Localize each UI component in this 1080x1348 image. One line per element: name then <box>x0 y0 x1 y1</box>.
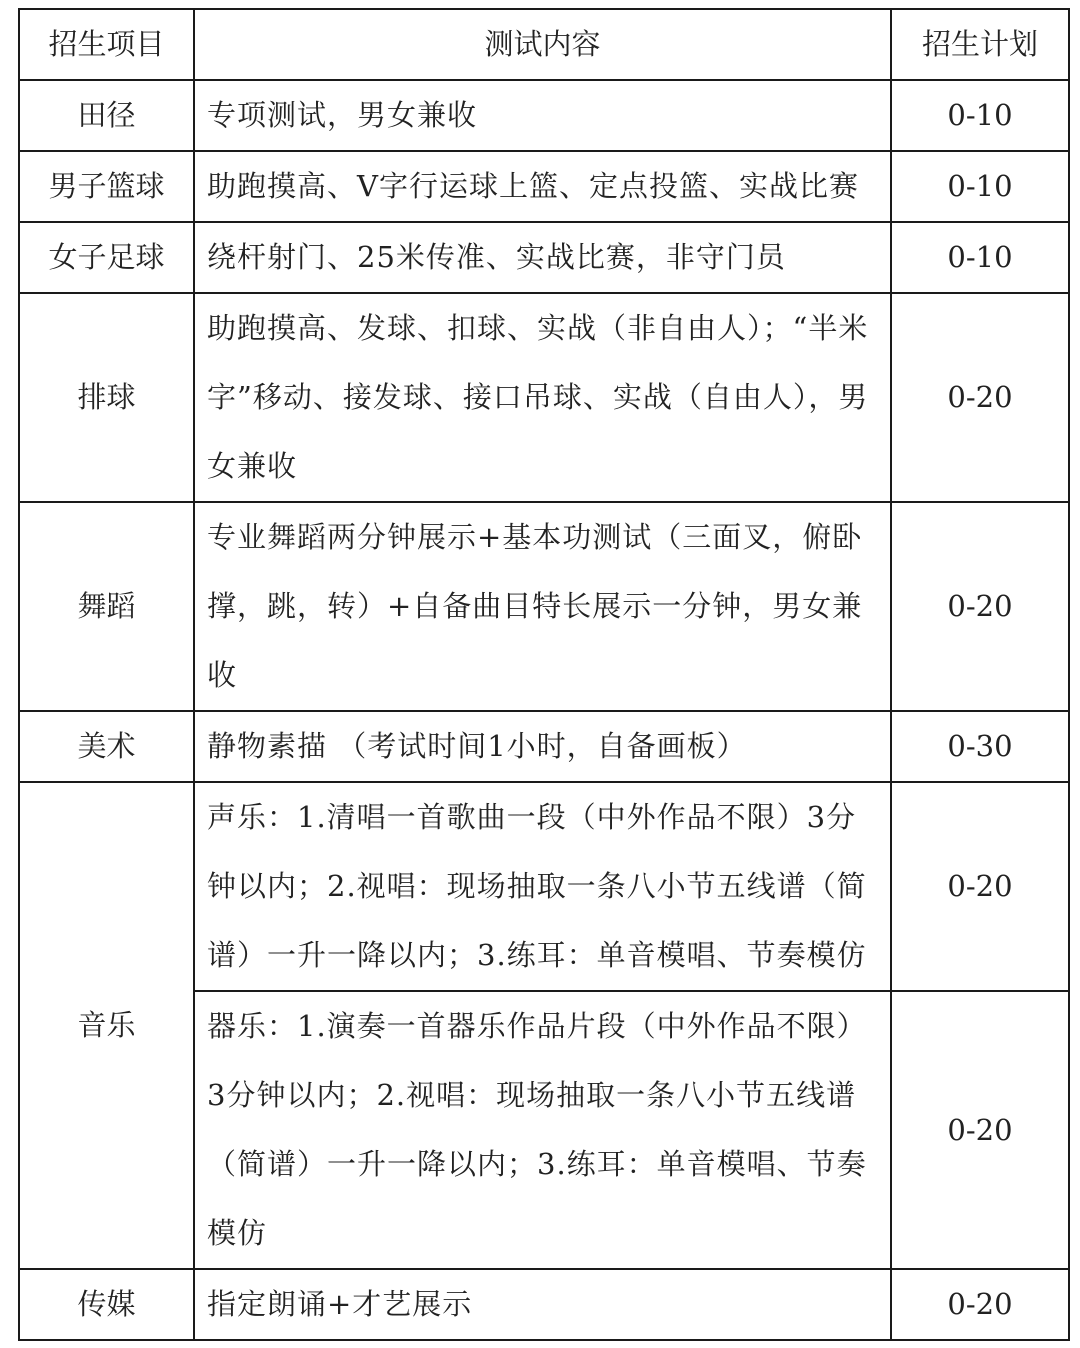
table-header-row <box>19 9 1069 80</box>
row-content: 绕杆射门、25米传准、实战比赛，非守门员 <box>194 222 891 293</box>
row-project: 男子篮球 <box>19 151 194 222</box>
header-plan: 招生计划 <box>891 9 1069 80</box>
row-content-vocal: 声乐：1.清唱一首歌曲一段（中外作品不限）3分钟以内；2.视唱：现场抽取一条八小节五线谱（简谱）一升一降以内；3.练耳：单音模唱、节奏模仿 <box>194 782 891 991</box>
table-row-music-vocal <box>19 782 1069 991</box>
admissions-table <box>18 8 1070 1341</box>
row-plan: 0-10 <box>891 222 1069 293</box>
row-plan: 0-10 <box>891 151 1069 222</box>
row-content: 专业舞蹈两分钟展示+基本功测试（三面叉，俯卧撑，跳，转）+自备曲目特长展示一分钟，男女兼收 <box>194 502 891 711</box>
row-plan: 0-10 <box>891 80 1069 151</box>
row-content: 助跑摸高、发球、扣球、实战（非自由人）；“半米字”移动、接发球、接口吊球、实战（自由人），男女兼收 <box>194 293 891 502</box>
row-content-instrumental: 器乐：1.演奏一首器乐作品片段（中外作品不限）3分钟以内；2.视唱：现场抽取一条八小节五线谱（简谱）一升一降以内；3.练耳：单音模唱、节奏模仿 <box>194 991 891 1269</box>
row-project: 排球 <box>19 293 194 502</box>
table-row-track <box>19 80 1069 151</box>
row-project: 舞蹈 <box>19 502 194 711</box>
row-plan: 0-20 <box>891 1269 1069 1340</box>
row-plan-vocal: 0-20 <box>891 782 1069 991</box>
row-plan: 0-30 <box>891 711 1069 782</box>
table-row-art <box>19 711 1069 782</box>
row-project: 美术 <box>19 711 194 782</box>
row-plan-instrumental: 0-20 <box>891 991 1069 1269</box>
header-content: 测试内容 <box>194 9 891 80</box>
table-row-basketball <box>19 151 1069 222</box>
row-content: 静物素描 （考试时间1小时，自备画板） <box>194 711 891 782</box>
row-plan: 0-20 <box>891 293 1069 502</box>
table-row-volleyball <box>19 293 1069 502</box>
table-row-football <box>19 222 1069 293</box>
table-row-dance <box>19 502 1069 711</box>
row-project: 田径 <box>19 80 194 151</box>
row-project: 传媒 <box>19 1269 194 1340</box>
table-row-media <box>19 1269 1069 1340</box>
row-project-music: 音乐 <box>19 782 194 1269</box>
row-project: 女子足球 <box>19 222 194 293</box>
row-content: 专项测试，男女兼收 <box>194 80 891 151</box>
row-plan: 0-20 <box>891 502 1069 711</box>
row-content: 指定朗诵+才艺展示 <box>194 1269 891 1340</box>
row-content: 助跑摸高、V字行运球上篮、定点投篮、实战比赛 <box>194 151 891 222</box>
header-project: 招生项目 <box>19 9 194 80</box>
